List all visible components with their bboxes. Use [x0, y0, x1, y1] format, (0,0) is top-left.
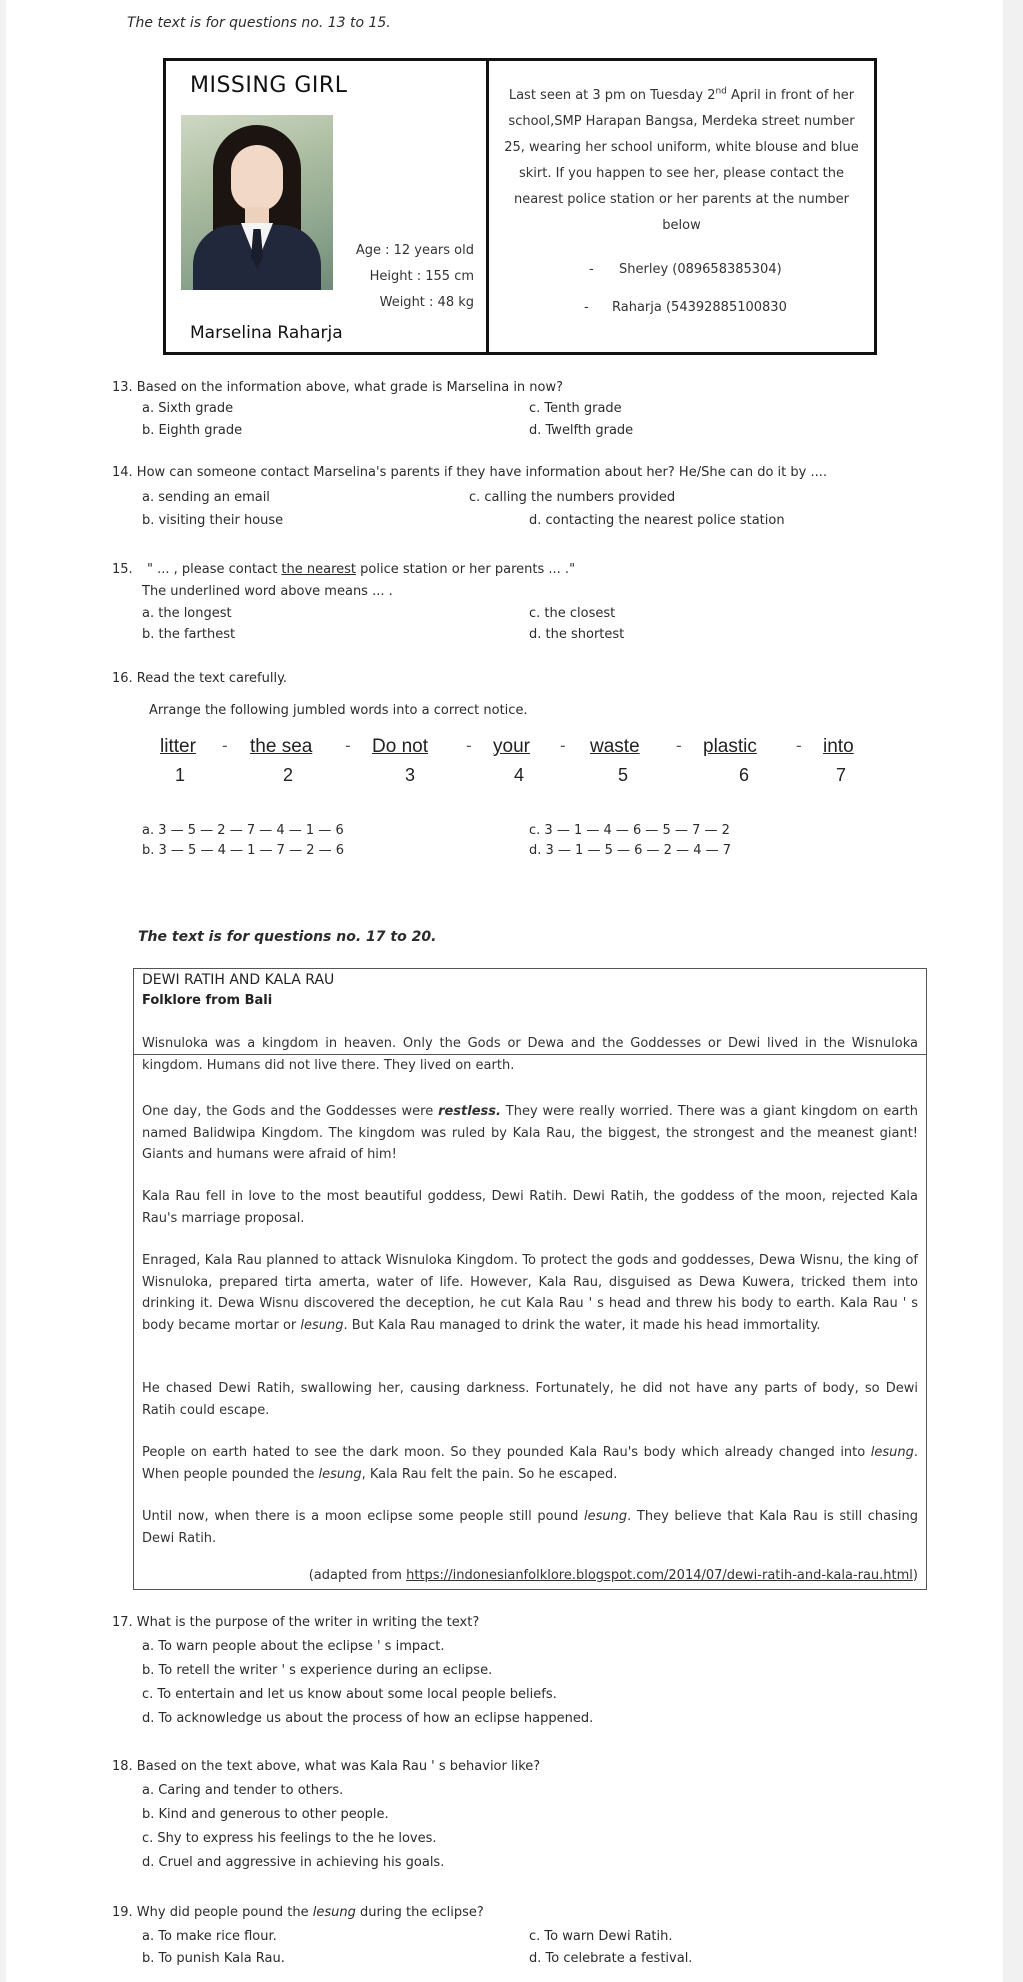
jumbled-word-6: plastic — [703, 736, 757, 757]
jumbled-word-1: litter — [160, 736, 196, 757]
poster-title: MISSING GIRL — [190, 73, 348, 98]
q18-option-d: d. Cruel and aggressive in achieving his goals. — [142, 1855, 445, 1870]
q19-option-d: d. To celebrate a festival. — [529, 1951, 693, 1966]
intro-questions-13-15: The text is for questions no. 13 to 15. — [127, 15, 391, 31]
question-15-number: 15. — [112, 562, 133, 577]
worksheet-page — [6, 0, 1003, 1982]
missing-girl-photo — [181, 115, 333, 290]
q15-option-b: b. the farthest — [142, 627, 236, 642]
poster-name: Marselina Raharja — [190, 323, 343, 343]
jumbled-number-7: 7 — [836, 765, 847, 785]
q15-option-a: a. the longest — [142, 606, 232, 621]
jumbled-number-1: 1 — [175, 765, 186, 785]
story-paragraph-4: Enraged, Kala Rau planned to attack Wisnuloka Kingdom. To protect the gods and goddesses, Dewa Wisnu, the king of Wisnuloka, prepared tirta amerta, water of life. However, Kala Rau, disguised as Dewa Kuwera, tricked them into drinking it. Dewa Wisnu discovered the deception, he cut Kala Rau ' s head and threw his body to earth. Kala Rau ' s body became mortar or lesung. But Kala Rau managed to drink the water, it made his head immortality. — [142, 1253, 918, 1333]
story-subtitle: Folklore from Bali — [142, 993, 273, 1008]
jumbled-number-2: 2 — [283, 765, 294, 785]
q14-option-c: c. calling the numbers provided — [469, 490, 676, 505]
jumbled-word-5: waste — [590, 736, 640, 757]
folklore-text-box — [133, 968, 927, 1590]
poster-description: Last seen at 3 pm on Tuesday 2nd April in front of her school,SMP Harapan Bangsa, Merdeka street number 25, wearing her school uniform, white blouse and blue skirt. If you happen to see her, please contact the nearest police station or her parents at the number below — [504, 86, 859, 233]
story-paragraph-1: Wisnuloka was a kingdom in heaven. Only the Gods or Dewa and the Goddesses or Dewi lived in the Wisnuloka kingdom. Humans did not live there. They lived on earth. — [142, 1036, 918, 1073]
q17-option-a: a. To warn people about the eclipse ' s impact. — [142, 1639, 445, 1654]
jumbled-dash: - — [796, 736, 802, 755]
jumbled-number-5: 5 — [618, 765, 629, 785]
jumbled-dash: - — [676, 736, 682, 755]
q13-option-c: c. Tenth grade — [529, 401, 622, 416]
poster-height: Height : 155 cm — [369, 269, 474, 284]
q13-option-a: a. Sixth grade — [142, 401, 234, 416]
q17-option-d: d. To acknowledge us about the process of how an eclipse happened. — [142, 1711, 594, 1726]
question-14: 14. How can someone contact Marselina's parents if they have information about her? He/She can do it by .... — [112, 465, 827, 480]
jumbled-number-6: 6 — [739, 765, 750, 785]
story-paragraph-7: Until now, when there is a moon eclipse some people still pound lesung. They believe that Kala Rau is still chasing Dewi Ratih. — [142, 1509, 918, 1546]
q17-option-b: b. To retell the writer ' s experience during an eclipse. — [142, 1663, 493, 1678]
q19-option-a: a. To make rice flour. — [142, 1929, 277, 1944]
jumbled-number-3: 3 — [405, 765, 416, 785]
jumbled-dash: - — [466, 736, 472, 755]
question-19: 19. Why did people pound the lesung during the eclipse? — [112, 1905, 484, 1920]
jumbled-dash: - — [222, 736, 228, 755]
q16-option-a: a. 3 — 5 — 2 — 7 — 4 — 1 — 6 — [142, 823, 344, 838]
story-paragraph-2: One day, the Gods and the Goddesses were restless. They were really worried. There was a giant kingdom on earth named Balidwipa Kingdom. The kingdom was ruled by Kala Rau, the biggest, the strongest and the meanest giant! Giants and humans were afraid of him! — [142, 1104, 918, 1162]
question-16: 16. Read the text carefully. — [112, 671, 288, 686]
story-paragraph-6: People on earth hated to see the dark moon. So they pounded Kala Rau's body which already changed into lesung. When people pounded the lesung, Kala Rau felt the pain. So he escaped. — [142, 1445, 918, 1482]
q16-option-b: b. 3 — 5 — 4 — 1 — 7 — 2 — 6 — [142, 843, 345, 858]
intro-questions-17-20: The text is for questions no. 17 to 20. — [138, 929, 437, 945]
q19-option-c: c. To warn Dewi Ratih. — [529, 1929, 673, 1944]
poster-age: Age : 12 years old — [355, 243, 474, 258]
jumbled-word-2: the sea — [250, 736, 313, 757]
poster-weight: Weight : 48 kg — [379, 295, 474, 310]
q15-option-c: c. the closest — [529, 606, 616, 621]
q19-option-b: b. To punish Kala Rau. — [142, 1951, 285, 1966]
question-16-sub: Arrange the following jumbled words into a correct notice. — [149, 703, 528, 718]
jumbled-number-4: 4 — [514, 765, 525, 785]
contact-raharja: Raharja (54392885100830 — [612, 300, 787, 315]
question-18: 18. Based on the text above, what was Kala Rau ' s behavior like? — [112, 1759, 541, 1774]
q18-option-c: c. Shy to express his feelings to the he loves. — [142, 1831, 437, 1846]
jumbled-word-4: your — [493, 736, 530, 757]
q15-option-d: d. the shortest — [529, 627, 625, 642]
q14-option-a: a. sending an email — [142, 490, 270, 505]
jumbled-dash: - — [345, 736, 351, 755]
q14-option-d: d. contacting the nearest police station — [529, 513, 785, 528]
q18-option-b: b. Kind and generous to other people. — [142, 1807, 389, 1822]
contact-dash-2: - — [584, 300, 589, 315]
question-13: 13. Based on the information above, what grade is Marselina in now? — [112, 380, 564, 395]
jumbled-dash: - — [560, 736, 566, 755]
q14-option-b: b. visiting their house — [142, 513, 284, 528]
question-15-quote: " ... , please contact the nearest police station or her parents ... ." — [147, 562, 576, 577]
q16-option-c: c. 3 — 1 — 4 — 6 — 5 — 7 — 2 — [529, 823, 730, 838]
story-paragraph-3: Kala Rau fell in love to the most beautiful goddess, Dewi Ratih. Dewi Ratih, the goddess of the moon, rejected Kala Rau's marriage proposal. — [142, 1189, 918, 1226]
missing-poster-right-panel — [486, 58, 877, 355]
question-15-sub: The underlined word above means ... . — [142, 584, 393, 599]
q17-option-c: c. To entertain and let us know about some local people beliefs. — [142, 1687, 557, 1702]
question-17: 17. What is the purpose of the writer in writing the text? — [112, 1615, 480, 1630]
q13-option-d: d. Twelfth grade — [529, 423, 634, 438]
q18-option-a: a. Caring and tender to others. — [142, 1783, 344, 1798]
q16-option-d: d. 3 — 1 — 5 — 6 — 2 — 4 — 7 — [529, 843, 732, 858]
story-paragraph-5: He chased Dewi Ratih, swallowing her, causing darkness. Fortunately, he did not have any parts of body, so Dewi Ratih could escape. — [142, 1381, 918, 1418]
q13-option-b: b. Eighth grade — [142, 423, 243, 438]
story-title: DEWI RATIH AND KALA RAU — [142, 972, 335, 988]
jumbled-word-7: into — [823, 736, 854, 757]
missing-poster-left-panel — [163, 58, 486, 355]
source-link[interactable]: https://indonesianfolklore.blogspot.com/2014/07/dewi-ratih-and-kala-rau.html — [406, 1568, 913, 1583]
contact-dash-1: - — [589, 262, 594, 277]
jumbled-word-3: Do not — [372, 736, 428, 757]
contact-sherley: Sherley (089658385304) — [619, 262, 782, 277]
story-source: (adapted from https://indonesianfolklore.blogspot.com/2014/07/dewi-ratih-and-kala-rau.html) — [308, 1568, 918, 1583]
